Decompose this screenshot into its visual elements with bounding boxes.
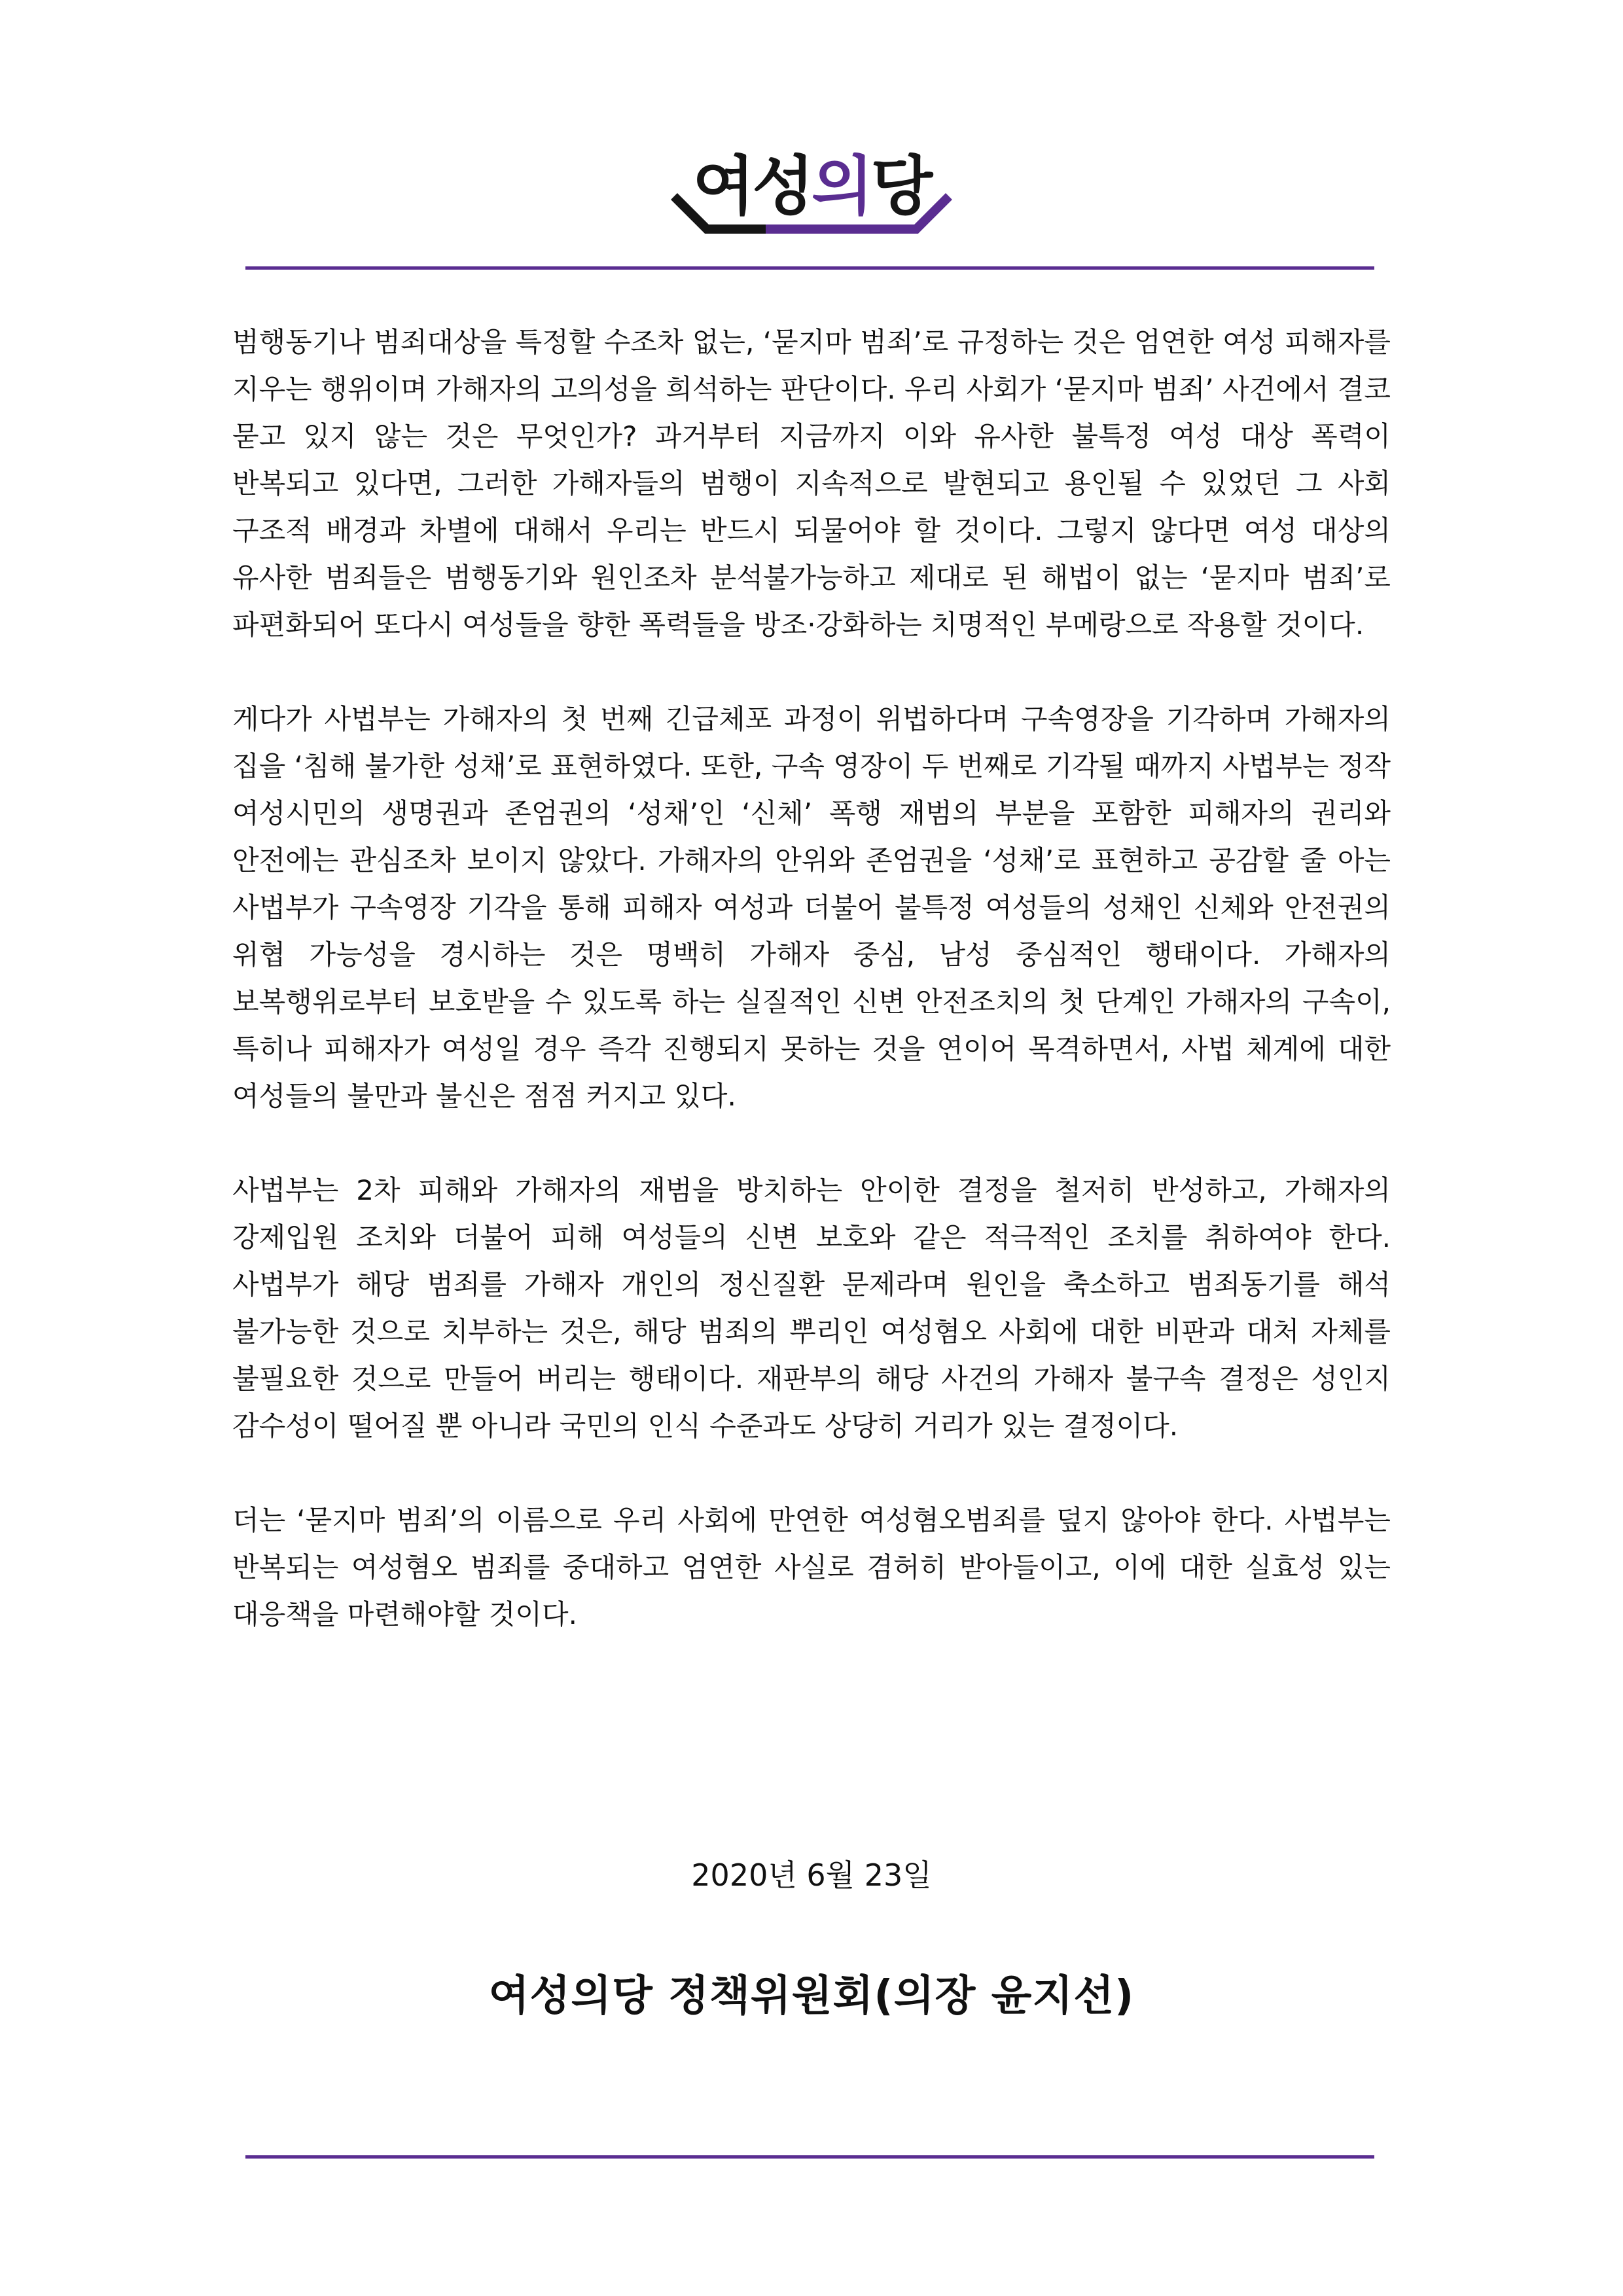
logo-wordmark-suffix: 당	[870, 149, 931, 224]
statement-signature: 여성의당 정책위원회(의장 윤지선)	[488, 1972, 1135, 2020]
statement-paragraph-2: 게다가 사법부는 가해자의 첫 번째 긴급체포 과정이 위법하다며 구속영장을 기각하며 가해자의 집을 ‘침해 불가한 성채’로 표현하였다. 또한, 구속 영장이 두 번째로 기각될 때까지 사법부는 정작 여성시민의 생명권과 존엄권의 ‘성채’인 ‘신체’ 폭행 재범의 부분을 포함한 피해자의 권리와 안전에는 관심조차 보이지 않았다. 가해자의 안위와 존엄권을 ‘성채’로 표현하고 공감할 줄 아는 사법부가 구속영장 기각을 통해 피해자 여성과 더불어 불특정 여성들의 성채인 신체와 안전권의 위협 가능성을 경시하는 것은 명백히 가해자 중심, 남성 중심적인 행태이다. 가해자의 보복행위로부터 보호받을 수 있도록 하는 실질적인 신변 안전조치의 첫 단계인 가해자의 구속이, 특히나 피해자가 여성일 경우 즉각 진행되지 못하는 것을 연이어 목격하면서, 사법 체계에 대한 여성들의 불만과 불신은 점점 커지고 있다.	[232, 703, 1391, 1112]
header-divider	[245, 266, 1374, 270]
statement-paragraph-3: 사법부는 2차 피해와 가해자의 재범을 방치하는 안이한 결정을 철저히 반성하고, 가해자의 강제입원 조치와 더불어 피해 여성들의 신변 보호와 같은 적극적인 조치를 취하여야 한다. 사법부가 해당 범죄를 가해자 개인의 정신질환 문제라며 원인을 축소하고 범죄동기를 해석 불가능한 것으로 치부하는 것은, 해당 범죄의 뿌리인 여성혐오 사회에 대한 비판과 대처 자체를 불필요한 것으로 만들어 버리는 행태이다. 재판부의 해당 사건의 가해자 불구속 결정은 성인지 감수성이 떨어질 뿐 아니라 국민의 인식 수준과도 상당히 거리가 있는 결정이다.	[232, 1174, 1391, 1442]
logo-wordmark-accent: 의	[812, 149, 871, 224]
statement-paragraph-1: 범행동기나 범죄대상을 특정할 수조차 없는, ‘묻지마 범죄’로 규정하는 것은 엄연한 여성 피해자를 지우는 행위이며 가해자의 고의성을 희석하는 판단이다. 우리 사회가 ‘묻지마 범죄’ 사건에서 결코 묻고 있지 않는 것은 무엇인가? 과거부터 지금까지 이와 유사한 불특정 여성 대상 폭력이 반복되고 있다면, 그러한 가해자들의 범행이 지속적으로 발현되고 용인될 수 있었던 그 사회 구조적 배경과 차별에 대해서 우리는 반드시 되물어야 할 것이다. 그렇지 않다면 여성 대상의 유사한 범죄들은 범행동기와 원인조차 분석불가능하고 제대로 된 해법이 없는 ‘묻지마 범죄’로 파편화되어 또다시 여성들을 향한 폭력들을 방조·강화하는 치명적인 부메랑으로 작용할 것이다.	[232, 326, 1391, 641]
logo-wordmark-prefix: 여성	[692, 149, 812, 224]
statement-paragraph-4: 더는 ‘묻지마 범죄’의 이름으로 우리 사회에 만연한 여성혐오범죄를 덮지 않아야 한다. 사법부는 반복되는 여성혐오 범죄를 중대하고 엄연한 사실로 겸허히 받아들이고, 이에 대한 실효성 있는 대응책을 마련해야할 것이다.	[232, 1504, 1391, 1630]
logo-chevron-icon	[661, 190, 962, 249]
footer-divider	[245, 2155, 1374, 2159]
statement-body	[232, 319, 1391, 1685]
party-logo	[661, 151, 962, 249]
statement-date: 2020년 6월 23일	[691, 1857, 932, 1893]
